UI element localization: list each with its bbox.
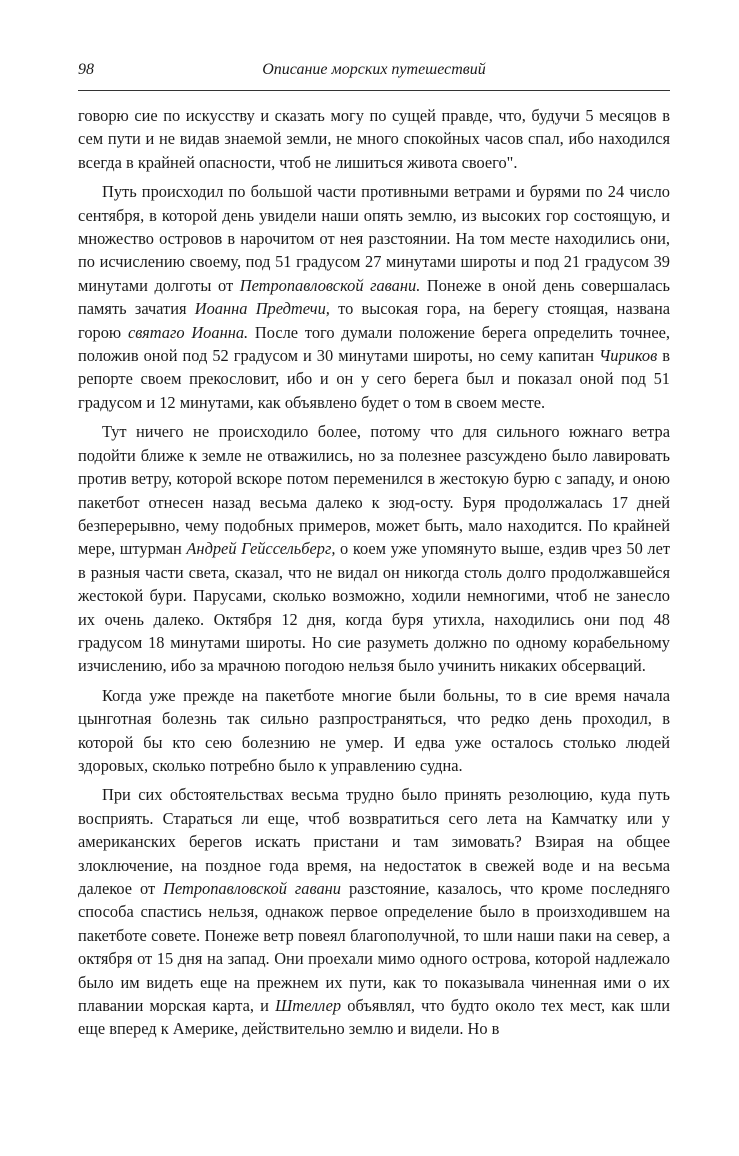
text-run: При сих обстоятельствах весьма трудно было принять резолюцию, куда путь восприять. Стараться ли еще, чтоб возвратиться сего лета на Камчатку или у американских берегов искать пристани и там зимовать? Взирая на общее злоключение, на поздное года время, на недостаток в свежей воде и на весьма далекое от [78, 785, 670, 898]
italic-name: Петропавловской гавани. [239, 275, 421, 295]
running-title: Описание морских путешествий [262, 61, 486, 78]
text-run: о коем уже упомянуто выше, ездив чрез 50 лет в разныя части света, сказал, что не видал он никогда столь долго продолжавшейся жестокой бури. Парусами, сколько возможно, ходили немногими, чтоб не занесло их очень далеко. Октября 12 дня, когда буря утихла, находились они под 48 градусом 18 минутами широты. Но сие разуметь должно по одному корабельному изчислению, ибо за мрачною погодою нельзя было учинить никаких обсерваций. [78, 539, 671, 676]
italic-name: святаго Иоанна. [127, 322, 249, 342]
text-run: объявлял, что будто около тех мест, как шли еще вперед к Америке, действительно землю и видели. Но в [78, 996, 670, 1039]
text-run: Когда уже прежде на пакетботе многие были больны, то в сие время начала цынготная болезнь так сильно разпространяться, что редко день проходил, в которой бы кто сею болезнию не умер. И едва уже осталось столько людей здоровых, сколько потребно было к управлению судна. [78, 685, 670, 775]
italic-name: Иоанна Предтечи, [194, 299, 330, 319]
paragraph [78, 104, 670, 174]
text-run: разстояние, казалось, что кроме последняго способа спастись нельзя, однакож первое определение было в произходившем на пакетботе совете. Понеже ветр повеял благополучной, то шли наши паки на север, а октября от 15 дня на запад. Они проехали мимо одного острова, которой надлежало было им видеть еще на прежнем их пути, как то показывала чиненная ими о их плавании морская карта, и [78, 879, 670, 1016]
text-run: Путь происходил по большой части противными ветрами и бурями по 24 число сентября, в которой день увидели наши опять землю, из высоких гор состоящую, и множество островов в нарочитом от нея разстоянии. На том месте находились они, по исчислению своему, под 51 градусом 27 минутами широты и под 21 градусом 39 минутами долготы от [78, 182, 670, 295]
paragraph [78, 783, 670, 1040]
page-number: 98 [78, 61, 94, 78]
italic-name: Андрей Гейссельберг, [186, 539, 336, 559]
text-run: Понеже в оной день совершалась память зачатия [78, 275, 671, 319]
text-run: После того думали положение берега определить точнее, положив оной под 52 градусом и 30 минутами широты, но сему капитан [78, 322, 670, 366]
italic-name: Штеллер [275, 996, 342, 1016]
paragraph [78, 684, 670, 778]
text-run: говорю сие по искусству и сказать могу по сущей правде, что, будучи 5 месяцов в сем пути и не видав знаемой земли, не много спокойных часов спал, ибо находился всегда в крайней опасности, чтоб не лишиться живота своего". [78, 106, 670, 172]
italic-name: Чириков [599, 346, 658, 366]
text-run: Тут ничего не происходило более, потому что для сильного южнаго ветра подойти ближе к земле не отважились, но за полезнее разсуждено было лавировать против ветру, которой вскоре потом переменился в жестокую бурю с западу, и оною пакетбот отнесен назад весьма далеко к зюд-осту. Буря продолжалась 17 дней безперерывно, чему подобных примеров, может быть, мало находится. По крайней мере, штурман [78, 422, 670, 559]
italic-name: Петропавловской гавани [163, 879, 341, 898]
paragraph [78, 180, 670, 414]
text-run: в репорте своем прекословит, ибо и он у сего берега был и показал оной под 51 градусом и 12 минутами, как объявлено будет о том в своем месте. [78, 346, 671, 412]
text-run: то высокая гора, на берегу стоящая, названа горою [78, 299, 671, 342]
header-rule [78, 90, 670, 91]
paragraph [78, 420, 670, 677]
body-text [78, 104, 670, 1041]
